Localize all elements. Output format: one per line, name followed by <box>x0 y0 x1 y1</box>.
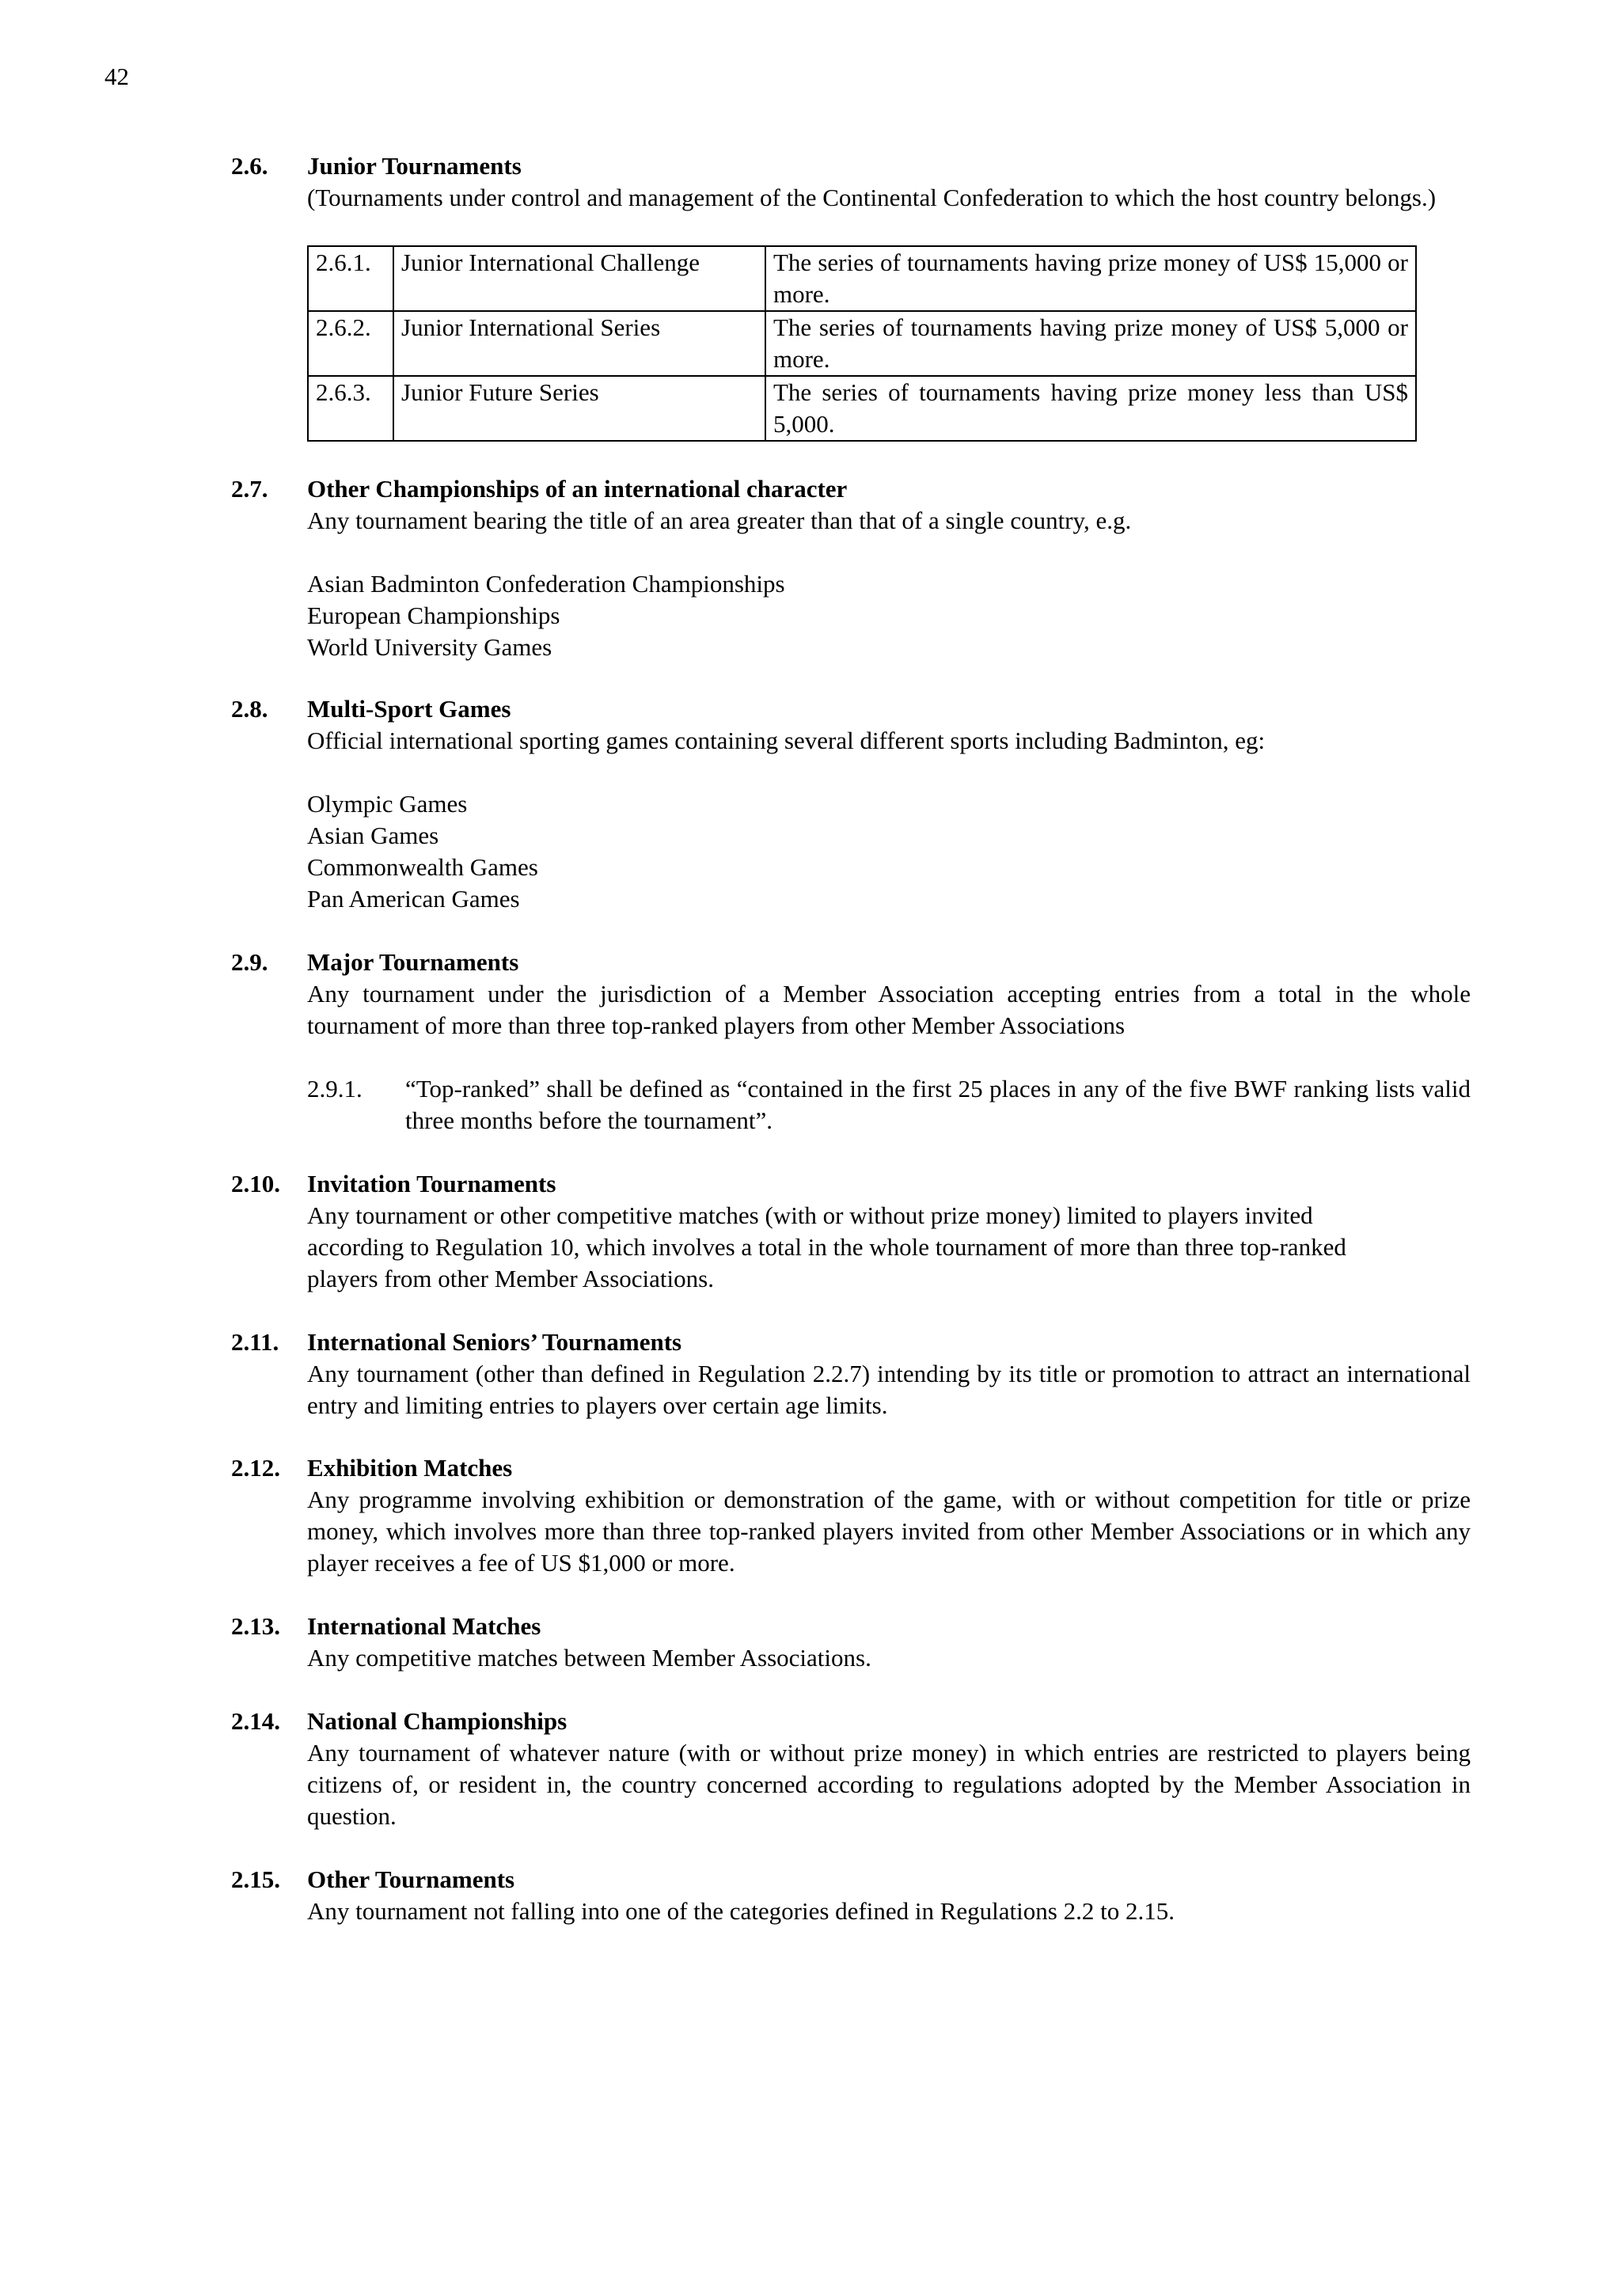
table-cell-number: 2.6.1. <box>308 246 393 311</box>
section-title: International Matches <box>307 1612 541 1640</box>
section-text: Any tournament not falling into one of the categories defined in Regulations 2.2 to 2.15. <box>307 1897 1175 1925</box>
section-text: (Tournaments under control and management of the Continental Confederation to which the host country belongs.) <box>307 184 1437 211</box>
section-title: National Championships <box>307 1707 568 1735</box>
subsection-2-9-1 <box>307 1073 1471 1137</box>
section-text: Any tournament under the jurisdiction of a Member Association accepting entries from a total in the whole tournament of more than three top-ranked players from other Member Associations <box>307 980 1471 1039</box>
list-item: Pan American Games <box>307 885 520 913</box>
list-item: Commonwealth Games <box>307 853 538 881</box>
list-item: Asian Badminton Confederation Championships <box>307 570 785 598</box>
section-2-6 <box>231 150 1471 442</box>
section-2-14 <box>231 1706 1471 1832</box>
table-row <box>308 246 1416 311</box>
section-text: Any tournament (other than defined in Regulation 2.2.7) intending by its title or promotion to attract an international entry and limiting entries to players over certain age limits. <box>307 1360 1471 1419</box>
section-text: Any tournament bearing the title of an area greater than that of a single country, e.g. <box>307 507 1132 534</box>
table-cell-description: The series of tournaments having prize money of US$ 15,000 or more. <box>765 246 1416 311</box>
section-number: 2.9. <box>231 948 268 976</box>
section-2-8 <box>231 693 1471 915</box>
table-cell-name: Junior International Challenge <box>393 246 765 311</box>
page-number: 42 <box>104 63 129 90</box>
section-text <box>307 1200 1471 1295</box>
section-title: Multi-Sport Games <box>307 695 511 723</box>
section-2-11 <box>231 1326 1471 1421</box>
example-list <box>307 788 1471 915</box>
table-cell-name: Junior Future Series <box>393 376 765 441</box>
table-cell-description: The series of tournaments having prize money of US$ 5,000 or more. <box>765 311 1416 376</box>
table-cell-description: The series of tournaments having prize money less than US$ 5,000. <box>765 376 1416 441</box>
section-title: Major Tournaments <box>307 948 519 976</box>
subsection-text: “Top-ranked” shall be defined as “contained in the first 25 places in any of the five BWF ranking lists valid three months before the tournament”. <box>405 1075 1471 1134</box>
section-text: Any competitive matches between Member Associations. <box>307 1644 871 1672</box>
section-2-10 <box>231 1168 1471 1295</box>
list-item: European Championships <box>307 602 560 629</box>
section-title: Exhibition Matches <box>307 1454 513 1482</box>
junior-tournaments-table <box>307 245 1417 442</box>
section-text: Official international sporting games containing several different sports including Badminton, eg: <box>307 727 1266 754</box>
section-title: Junior Tournaments <box>307 152 522 180</box>
list-item: Asian Games <box>307 822 439 849</box>
section-number: 2.8. <box>231 695 268 723</box>
junior-tournaments-table-wrap <box>307 245 1471 442</box>
document-body <box>231 150 1471 1927</box>
example-list <box>307 568 1471 663</box>
section-number: 2.7. <box>231 475 268 503</box>
table-cell-name: Junior International Series <box>393 311 765 376</box>
table-cell-number: 2.6.3. <box>308 376 393 441</box>
section-title: Other Championships of an international character <box>307 475 848 503</box>
subsection-number: 2.9.1. <box>307 1075 363 1102</box>
section-title: Other Tournaments <box>307 1865 515 1893</box>
text-line: players from other Member Associations. <box>307 1265 714 1292</box>
section-number: 2.13. <box>231 1612 280 1640</box>
section-number: 2.14. <box>231 1707 280 1735</box>
table-cell-number: 2.6.2. <box>308 311 393 376</box>
section-number: 2.12. <box>231 1454 280 1482</box>
section-title: International Seniors’ Tournaments <box>307 1328 682 1356</box>
section-title: Invitation Tournaments <box>307 1170 556 1197</box>
list-item: World University Games <box>307 633 552 661</box>
section-text: Any tournament of whatever nature (with or without prize money) in which entries are restricted to players being citizens of, or resident in, the country concerned according to regulations adopted by the Member Association in question. <box>307 1739 1471 1830</box>
section-2-15 <box>231 1864 1471 1927</box>
section-number: 2.6. <box>231 152 268 180</box>
table-row <box>308 311 1416 376</box>
section-2-12 <box>231 1452 1471 1579</box>
table-row <box>308 376 1416 441</box>
section-text: Any programme involving exhibition or demonstration of the game, with or without competition for title or prize money, which involves more than three top-ranked players invited from other Member Associations or in which any player receives a fee of US $1,000 or more. <box>307 1486 1471 1577</box>
text-line: according to Regulation 10, which involves a total in the whole tournament of more than three top-ranked <box>307 1233 1346 1261</box>
section-number: 2.15. <box>231 1865 280 1893</box>
section-2-7 <box>231 473 1471 663</box>
section-2-9 <box>231 947 1471 1137</box>
text-line: Any tournament or other competitive matches (with or without prize money) limited to players invited <box>307 1201 1313 1229</box>
section-number: 2.10. <box>231 1170 280 1197</box>
section-number: 2.11. <box>231 1328 279 1356</box>
list-item: Olympic Games <box>307 790 468 818</box>
section-2-13 <box>231 1611 1471 1674</box>
